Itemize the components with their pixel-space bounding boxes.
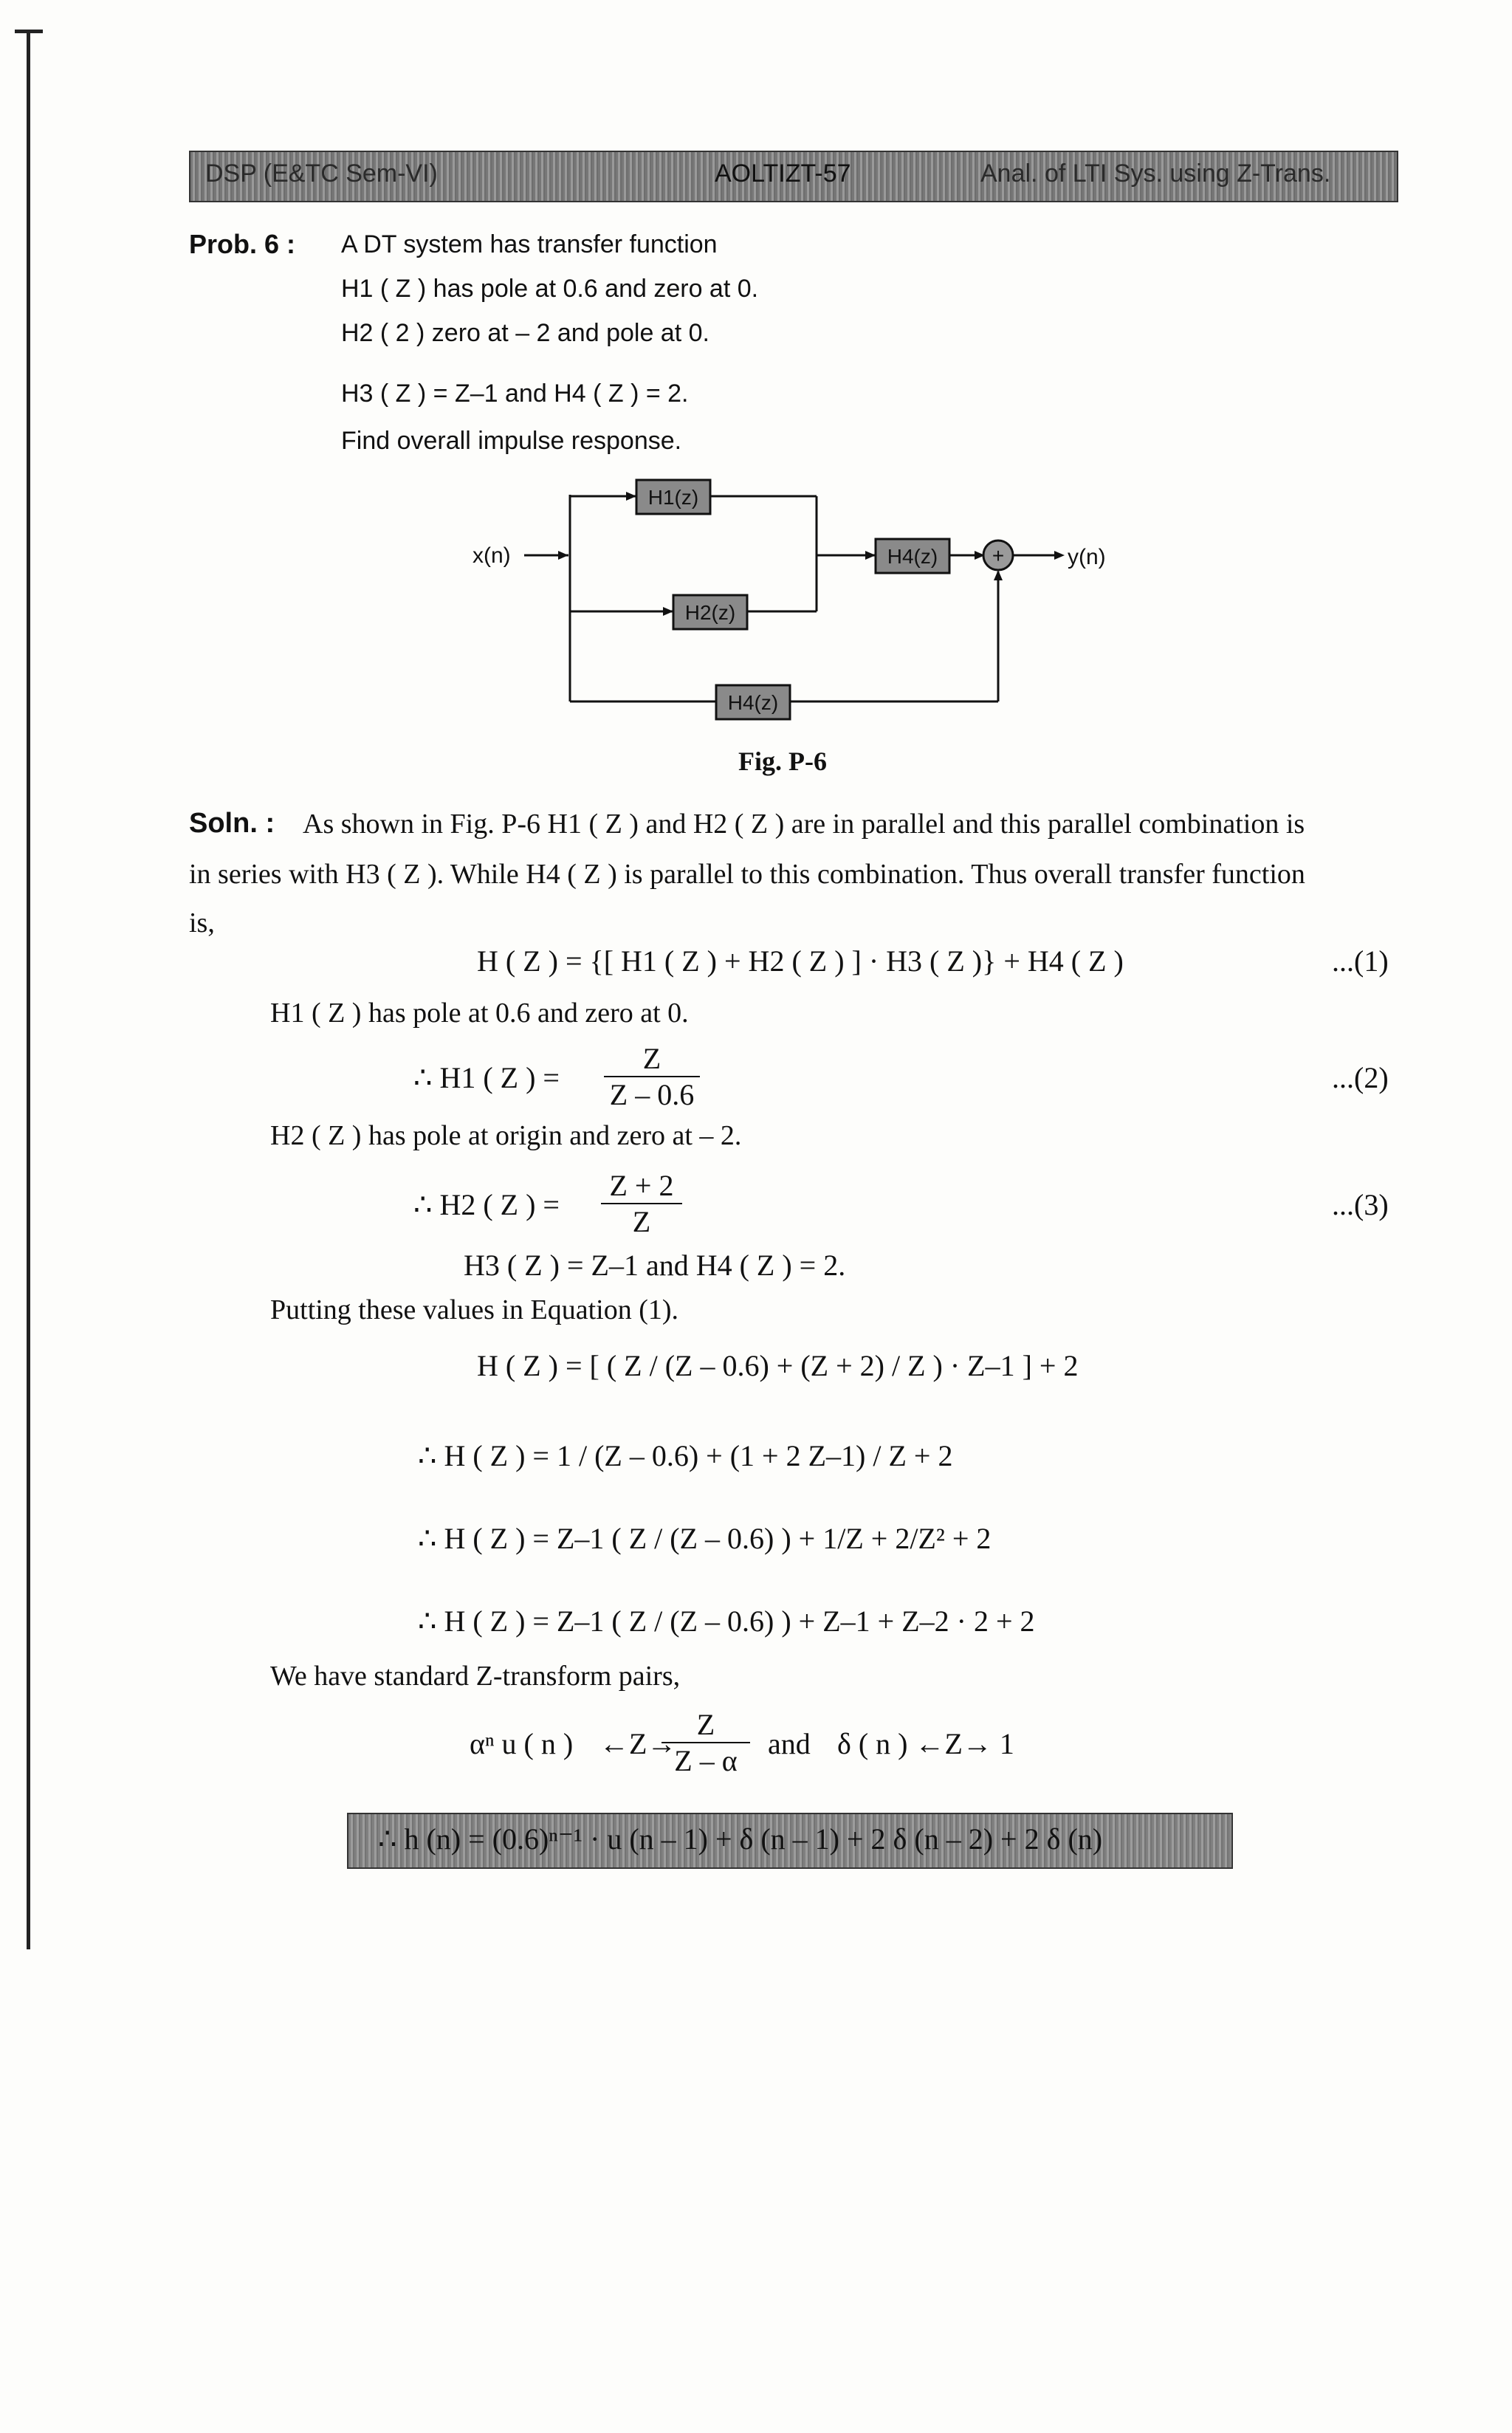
final-result-box (347, 1813, 1233, 1869)
solution-para-3: is, (189, 907, 215, 938)
final-result: ∴ h (n) = (0.6)ⁿ⁻¹ · u (n – 1) + δ (n – 1) + 2 δ (n – 2) + 2 δ (n) (378, 1822, 1103, 1856)
block-h4-bottom-label: H4(z) (727, 691, 779, 714)
equation-1-number: ...(1) (1332, 944, 1389, 978)
equation-6: ∴ H ( Z ) = Z–1 ( Z / (Z – 0.6) ) + 1/Z + 2/Z² + 2 (418, 1522, 992, 1555)
text-h2-desc: H2 ( Z ) has pole at origin and zero at – 2. (270, 1120, 742, 1151)
equation-2-lhs: ∴ H1 ( Z ) = (413, 1061, 560, 1094)
text-h1-desc: H1 ( Z ) has pole at 0.6 and zero at 0. (270, 998, 689, 1029)
block-h2 (673, 595, 747, 629)
problem-line-3: H2 ( 2 ) zero at – 2 and pole at 0. (341, 319, 709, 347)
input-label: x(n) (472, 543, 511, 568)
problem-line-4: H3 ( Z ) = Z–1 and H4 ( Z ) = 2. (341, 380, 689, 408)
pair-1-numerator: Z (662, 1707, 750, 1743)
equation-2-denominator: Z – 0.6 (609, 1078, 695, 1111)
header-center: AOLTIZT-57 (715, 159, 851, 188)
block-h4-top-label: H4(z) (887, 545, 938, 568)
equation-3-number: ...(3) (1332, 1188, 1389, 1221)
page-binding-cap (15, 30, 43, 33)
equation-3-fraction (601, 1168, 682, 1239)
arrowhead-output (1054, 551, 1065, 560)
pair-1-fraction (662, 1707, 750, 1778)
arrowhead-h2 (663, 607, 673, 616)
page-binding-edge (27, 30, 30, 1949)
pair-2: δ ( n ) ←Z→ 1 (837, 1727, 1014, 1760)
running-header (189, 151, 1398, 202)
equation-1: H ( Z ) = {[ H1 ( Z ) + H2 ( Z ) ] · H3 ( Z )} + H4 ( Z ) (477, 944, 1124, 978)
equation-2-numerator: Z (604, 1041, 700, 1077)
solution-para-2: in series with H3 ( Z ). While H4 ( Z ) is parallel to this combination. Thus overall transfer function (189, 859, 1305, 890)
problem-line-1: A DT system has transfer function (341, 230, 718, 258)
problem-label: Prob. 6 : (189, 229, 296, 259)
equation-4: H ( Z ) = [ ( Z / (Z – 0.6) + (Z + 2) / Z ) · Z–1 ] + 2 (477, 1349, 1079, 1382)
adder-sign: + (992, 544, 1005, 567)
equation-7: ∴ H ( Z ) = Z–1 ( Z / (Z – 0.6) ) + Z–1 + Z–2 · 2 + 2 (418, 1605, 1035, 1638)
equation-2-number: ...(2) (1332, 1061, 1389, 1094)
problem-line-2: H1 ( Z ) has pole at 0.6 and zero at 0. (341, 275, 759, 303)
pair-and: and (768, 1727, 811, 1760)
problem-line-5: Find overall impulse response. (341, 427, 682, 455)
arrowhead-h1 (626, 492, 636, 501)
block-diagram (443, 473, 1122, 738)
figure-caption: Fig. P-6 (738, 747, 827, 776)
arrowhead-input (558, 551, 568, 560)
block-h1 (636, 480, 710, 514)
pair-1-denominator: Z – α (674, 1744, 738, 1777)
arrowhead-h4 (865, 551, 876, 560)
solution-para-1: As shown in Fig. P-6 H1 ( Z ) and H2 ( Z ) are in parallel and this parallel combination is (303, 809, 1305, 840)
block-h2-label: H2(z) (684, 601, 736, 624)
equation-5: ∴ H ( Z ) = 1 / (Z – 0.6) + (1 + 2 Z–1) / Z + 2 (418, 1439, 953, 1472)
pair-1-lhs: αⁿ u ( n ) (470, 1727, 574, 1760)
equation-3-lhs: ∴ H2 ( Z ) = (413, 1188, 560, 1221)
pair-1-arrow: ←Z→ (599, 1727, 677, 1760)
header-right: Anal. of LTI Sys. using Z-Trans. (980, 159, 1331, 188)
header-left: DSP (E&TC Sem-VI) (205, 159, 438, 188)
block-h4-top (876, 539, 949, 573)
arrowhead-adder-bottom (994, 570, 1003, 580)
equation-3b: H3 ( Z ) = Z–1 and H4 ( Z ) = 2. (464, 1249, 846, 1282)
block-h1-label: H1(z) (647, 486, 699, 509)
text-putting-values: Putting these values in Equation (1). (270, 1294, 679, 1325)
adder-node (983, 541, 1013, 570)
block-h4-bottom (716, 685, 790, 719)
equation-3-denominator: Z (632, 1205, 651, 1238)
equation-2-fraction (604, 1041, 700, 1112)
solution-label: Soln. : (189, 808, 275, 839)
equation-3-numerator: Z + 2 (601, 1168, 682, 1204)
text-standard-pairs: We have standard Z-transform pairs, (270, 1661, 681, 1692)
output-label: y(n) (1068, 545, 1106, 569)
